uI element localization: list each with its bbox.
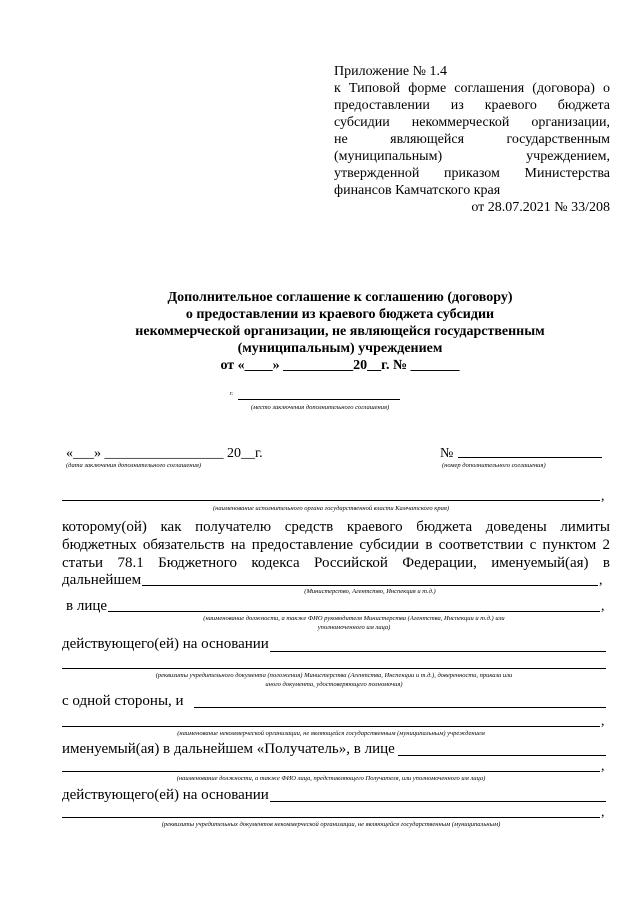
basis-caption-2: иного документа, удостоверяющего полномочия) bbox=[265, 681, 403, 688]
basis-field-cont[interactable] bbox=[62, 668, 606, 669]
paragraph-line: статьи 78.1 Бюджетного кодекса Российской Федерации, именуемый(ая) в bbox=[62, 555, 610, 571]
recipient-head-field-cont[interactable] bbox=[62, 771, 600, 772]
basis-caption-1: (реквизиты учредительного документа (положения) Министерства (Агентства, Инспекции и т.д.), доверенности, приказа или bbox=[155, 672, 513, 679]
side-prefix: с одной стороны, и bbox=[62, 693, 184, 709]
agreement-number-caption: (номер дополнительного соглашения) bbox=[442, 462, 546, 469]
place-field[interactable] bbox=[230, 393, 400, 401]
appendix-line: (муниципальным) учреждением, bbox=[334, 149, 610, 164]
organ-name-field[interactable] bbox=[62, 500, 600, 501]
ministry-name-field[interactable] bbox=[142, 585, 598, 586]
org-name-field-cont[interactable] bbox=[62, 726, 600, 727]
appendix-line: Приложение № 1.4 bbox=[334, 64, 447, 79]
ministry-caption: (Министерство, Агентство, Инспекция и т.д.) bbox=[304, 588, 436, 595]
agreement-date-field[interactable]: «___» _________________ 20__г. bbox=[66, 446, 263, 461]
recipient-head-field[interactable] bbox=[398, 755, 606, 756]
comma: , bbox=[601, 714, 605, 729]
appendix-line: финансов Камчатского края bbox=[334, 183, 501, 198]
appendix-line: предоставлении из краевого бюджета bbox=[334, 98, 610, 113]
head-caption-2: уполномоченного им лица) bbox=[317, 624, 391, 631]
face-prefix: в лице bbox=[66, 598, 108, 614]
title-line: о предоставлении из краевого бюджета субсидии bbox=[185, 307, 495, 322]
appendix-date: от 28.07.2021 № 33/208 bbox=[471, 200, 610, 215]
agreement-date-caption: (дата заключения дополнительного соглашения) bbox=[66, 462, 202, 469]
main-paragraph bbox=[62, 518, 610, 572]
org-name-field[interactable] bbox=[194, 707, 606, 708]
organ-name-caption: (наименование исполнительного органа государственной власти Камчатского края) bbox=[212, 505, 450, 512]
hereinafter-prefix: дальнейшем bbox=[62, 572, 142, 588]
basis-field[interactable] bbox=[270, 651, 606, 652]
appendix-block bbox=[334, 63, 610, 216]
paragraph-line: бюджетных обязательств на предоставление субсидии в соответствии с пунктом 2 bbox=[62, 537, 610, 553]
head-name-field[interactable] bbox=[108, 611, 600, 612]
basis-prefix: действующего(ей) на основании bbox=[62, 636, 269, 652]
basis2-field[interactable] bbox=[270, 801, 606, 802]
title-line: от «____» __________20__г. № _______ bbox=[220, 358, 460, 373]
recipient-text: именуемый(ая) в дальнейшем «Получатель», в лице bbox=[62, 741, 395, 757]
basis2-caption: (реквизиты учредительных документов некоммерческой организации, не являющейся государственным (муниципальным) bbox=[161, 821, 501, 828]
title-line: Дополнительное соглашение к соглашению (договору) bbox=[167, 290, 513, 305]
recipient-caption: (наименование должности, а также ФИО лица, представляющего Получателя, или уполномоченного им лица) bbox=[176, 775, 486, 782]
title-line: некоммерческой организации, не являющейся государственным bbox=[135, 324, 545, 339]
appendix-line: не являющейся государственным bbox=[334, 132, 610, 147]
comma: , bbox=[599, 573, 603, 588]
basis2-prefix: действующего(ей) на основании bbox=[62, 787, 269, 803]
agreement-number-prefix: № bbox=[440, 446, 454, 461]
agreement-number-field[interactable] bbox=[458, 457, 602, 458]
head-caption-1: (наименование должности, а также ФИО руководителя Министерства (Агентства, Инспекции и т.д.) или bbox=[203, 615, 505, 622]
comma: , bbox=[601, 599, 605, 614]
place-prefix: г. bbox=[230, 391, 234, 397]
paragraph-line: которому(ой) как получателю средств краевого бюджета доведены лимиты bbox=[62, 519, 610, 535]
comma: , bbox=[601, 805, 605, 820]
place-line bbox=[238, 399, 400, 400]
comma: , bbox=[601, 489, 605, 504]
org-caption: (наименование некоммерческой организации, не являющейся государственным (муниципальным) учреждением bbox=[177, 730, 485, 737]
appendix-line: утвержденной приказом Министерства bbox=[334, 166, 610, 181]
appendix-line: к Типовой форме соглашения (договора) о bbox=[334, 81, 610, 96]
basis2-field-cont[interactable] bbox=[62, 817, 600, 818]
comma: , bbox=[601, 759, 605, 774]
title-line: (муниципальным) учреждением bbox=[237, 341, 443, 356]
document-title bbox=[60, 289, 620, 374]
place-caption: (место заключения дополнительного соглашения) bbox=[250, 404, 390, 411]
appendix-line: субсидии некоммерческой организации, bbox=[334, 115, 610, 130]
